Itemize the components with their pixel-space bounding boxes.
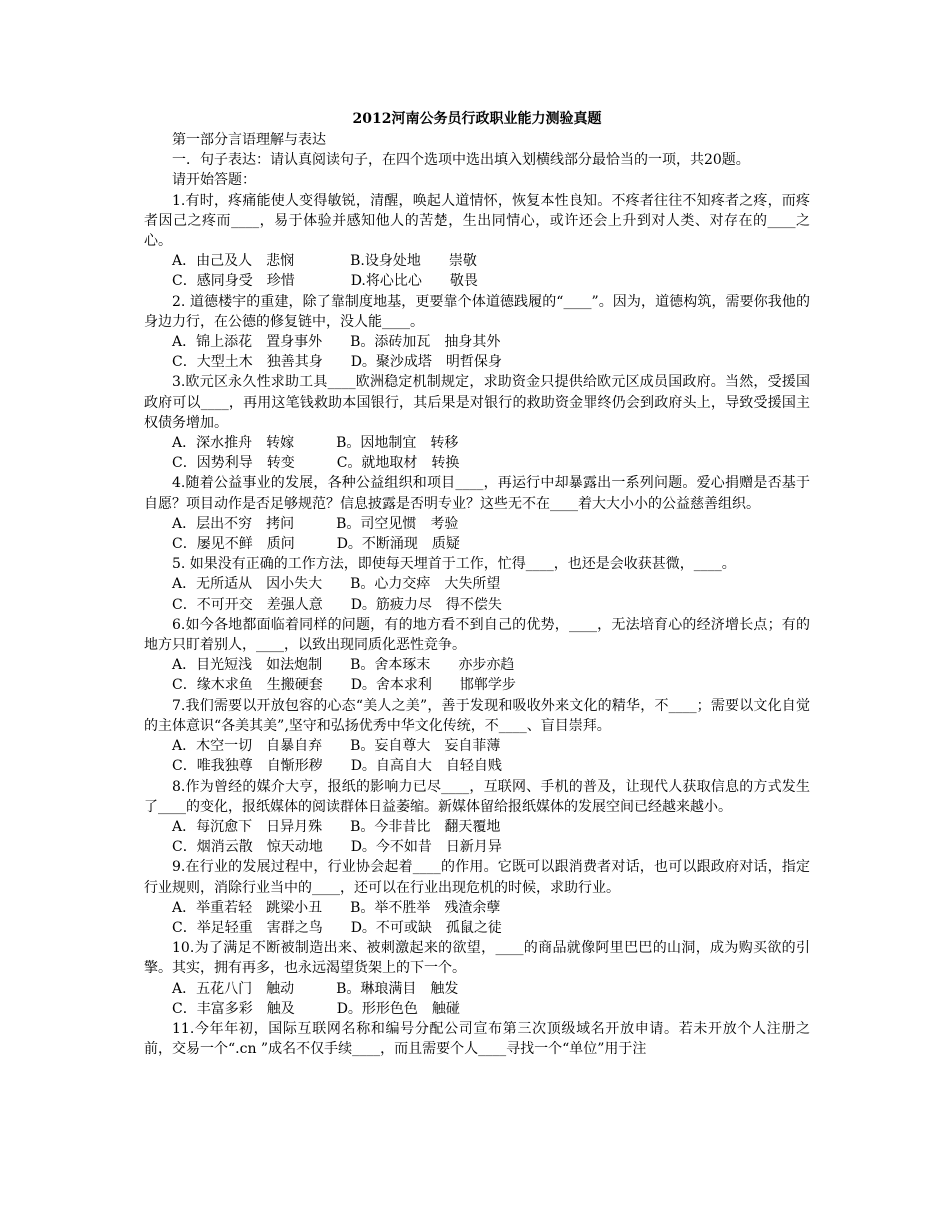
question-options: A．木空一切 自暴自弃 B。妄自尊大 妄自菲薄 xyxy=(172,738,501,755)
question-options: A．由己及人 悲悯 B.设身处地 崇敬 xyxy=(172,253,477,270)
question-options: C．烟消云散 惊天动地 D。今不如昔 日新月异 xyxy=(172,839,502,856)
question-stem: 4.随着公益事业的发展，各种公益组织和项目____，再运行中却暴露出一系列问题。爱心捐赠是否基于自愿？项目动作是否足够规范？信息披露是否明专业？这些无不在____着大大小小的公益慈善组织。 xyxy=(144,475,810,512)
document-page xyxy=(144,108,810,1059)
question-options: C．因势利导 转变 C。就地取材 转换 xyxy=(172,455,460,472)
question-options: C．感同身受 珍惜 D.将心比心 敬畏 xyxy=(172,273,478,290)
question-options: C．屡见不鲜 质问 D。不断涌现 质疑 xyxy=(172,536,460,553)
question-options: A．深水推舟 转嫁 B。因地制宜 转移 xyxy=(172,435,459,452)
question-options: C．丰富多彩 触及 D。形形色色 触碰 xyxy=(172,1000,460,1017)
question-stem: 3.欧元区永久性求助工具____欧洲稳定机制规定，求助资金只提供给欧元区成员国政府。当然，受援国政府可以____，再用这笔钱救助本国银行，其后果是对银行的救助资金罪终仍会到政府头上，导致受援国主权债务增加。 xyxy=(144,374,810,431)
question-options: A．目光短浅 如法炮制 B。舍本琢末 亦步亦趋 xyxy=(172,657,515,674)
document-title: 2012河南公务员行政职业能力测验真题 xyxy=(352,111,602,127)
question-options: C．缘木求鱼 生搬硬套 D。舍本求利 邯郸学步 xyxy=(172,677,516,694)
question-options: A．锦上添花 置身事外 B。添砖加瓦 抽身其外 xyxy=(172,334,501,351)
question-stem: 9.在行业的发展过程中，行业协会起着____的作用。它既可以跟消费者对话，也可以跟政府对话，指定行业规则，消除行业当中的____，还可以在行业出现危机的时候，求助行业。 xyxy=(144,859,810,896)
question-options: C．大型土木 独善其身 D。聚沙成塔 明哲保身 xyxy=(172,354,502,371)
question-options: A．无所适从 因小失大 B。心力交瘁 大失所望 xyxy=(172,576,501,593)
question-options: A．每沉愈下 日异月殊 B。今非昔比 翻天覆地 xyxy=(172,818,501,835)
question-options: C．举足轻重 害群之鸟 D。不可或缺 孤鼠之徒 xyxy=(172,919,502,936)
question-stem: 1.有时，疼痛能使人变得敏锐，清醒，唤起人道情怀，恢复本性良知。不疼者往往不知疼者之疼，而疼者因己之疼而____，易于体验并感知他人的苦楚，生出同情心，或许还会上升到对人类、对存在的____之心。 xyxy=(144,192,810,250)
question-stem: 2. 道德楼宇的重建，除了靠制度地基，更要靠个体道德践履的“____”。因为，道德构筑，需要你我他的身边力行，在公德的修复链中，没人能____。 xyxy=(144,293,810,330)
start-text: 请开始答题： xyxy=(172,172,256,189)
question-options: A．层出不穷 拷问 B。司空见惯 考验 xyxy=(172,515,459,532)
question-stem: 7.我们需要以开放包容的心态“美人之美”，善于发现和吸收外来文化的精华，不____；需要以文化自觉的主体意识“各美其美”,坚守和弘扬优秀中华文化传统，不____、盲目崇拜。 xyxy=(144,697,810,734)
question-options: C．唯我独尊 自惭形秽 D。自高自大 自轻自贱 xyxy=(172,758,502,775)
question-options: C．不可开交 差强人意 D。筋疲力尽 得不偿失 xyxy=(172,596,502,613)
question-options: A．五花八门 触动 B。琳琅满目 触发 xyxy=(172,980,459,997)
question-options: A．举重若轻 跳梁小丑 B。举不胜举 残渣余孽 xyxy=(172,899,501,916)
question-stem: 5. 如果没有正确的工作方法，即使每天埋首于工作，忙得____，也还是会收获甚微，____。 xyxy=(172,556,736,573)
question-stem: 6.如今各地都面临着同样的问题，有的地方看不到自己的优势，____，无法培育心的经济增长点；有的地方只盯着别人，____，以致出现同质化恶性竞争。 xyxy=(144,616,810,654)
instruction-text: 一．句子表达：请认真阅读句子，在四个选项中选出填入划横线部分最恰当的一项，共20题。 xyxy=(172,152,750,169)
section-heading: 第一部分言语理解与表达 xyxy=(172,132,326,148)
question-stem: 11.今年年初，国际互联网名称和编号分配公司宣布第三次顶级域名开放申请。若未开放个人注册之前，交易一个“.cn ”成名不仅手续____，而且需要个人____寻找一个“单位”用于注 xyxy=(144,1020,810,1058)
question-stem: 10.为了满足不断被制造出来、被刺激起来的欲望，____的商品就像阿里巴巴的山洞，成为购买欲的引擎。其实，拥有再多，也永远渴望货架上的下一个。 xyxy=(144,940,810,977)
question-stem: 8.作为曾经的媒介大亨，报纸的影响力已尽____，互联网、手机的普及，让现代人获取信息的方式发生了____的变化，报纸媒体的阅读群体日益萎缩。新媒体留给报纸媒体的发展空间已经越来越小。 xyxy=(144,778,810,815)
